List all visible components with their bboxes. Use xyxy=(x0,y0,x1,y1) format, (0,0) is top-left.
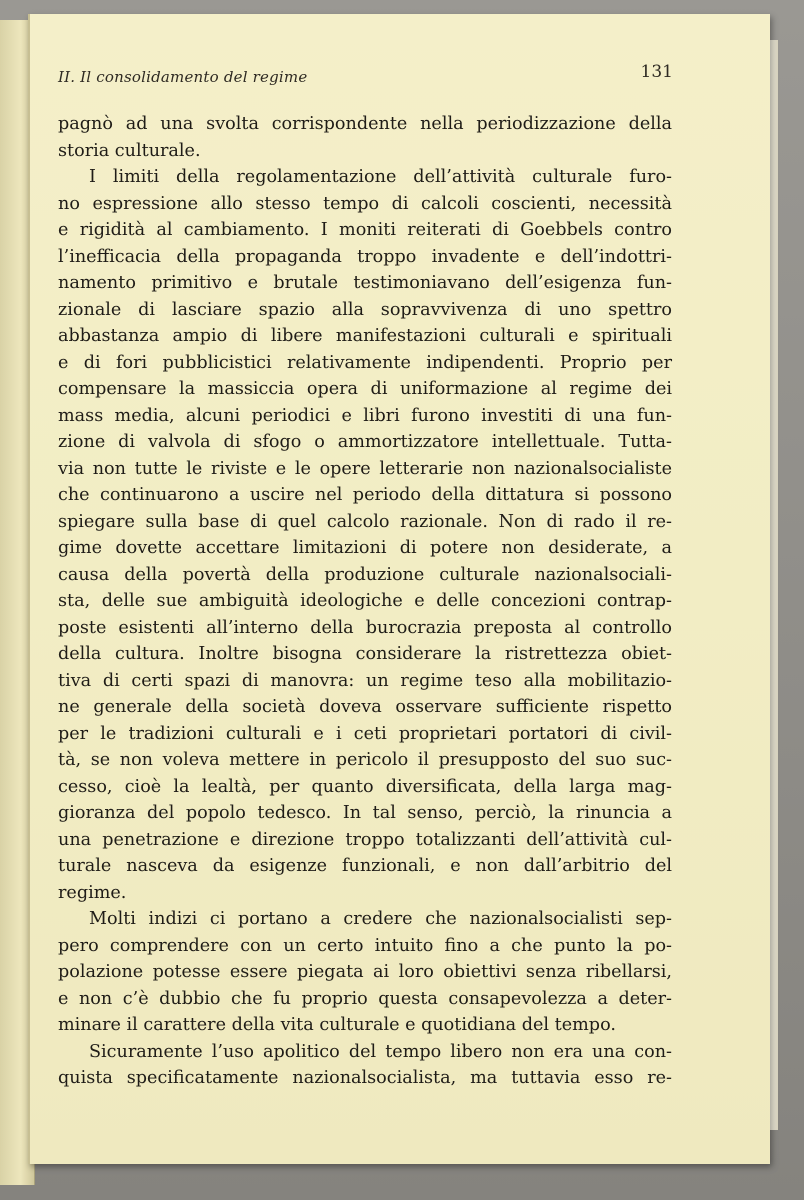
text-line: sta, delle sue ambiguità ideologiche e delle concezioni contrap- xyxy=(58,591,672,611)
text-line: I limiti della regolamentazione dell’attività culturale furo- xyxy=(89,167,672,187)
text-line: tiva di certi spazi di manovra: un regime teso alla mobilitazio- xyxy=(58,670,672,691)
text-line: Sicuramente l’uso apolitico del tempo libero non era una con- xyxy=(89,1041,672,1062)
text-line: e non c’è dubbio che fu proprio questa consapevolezza a deter- xyxy=(58,988,672,1009)
text-line: e rigidità al cambiamento. I moniti reiterati di Goebbels contro xyxy=(58,220,672,240)
text-line: storia culturale. xyxy=(58,140,201,161)
text-line: gime dovette accettare limitazioni di potere non desiderate, a xyxy=(58,538,672,558)
text-line: zionale di lasciare spazio alla sopravvivenza di uno spettro xyxy=(58,299,672,320)
text-line: pero comprendere con un certo intuito fino a che punto la po- xyxy=(58,935,672,956)
text-line: causa della povertà della produzione culturale nazionalsociali- xyxy=(58,564,672,585)
text-line: della cultura. Inoltre bisogna considerare la ristrettezza obiet- xyxy=(58,644,672,664)
text-line: quista specificatamente nazionalsocialista, ma tuttavia esso re- xyxy=(58,1068,672,1088)
text-line: zione di valvola di sfogo o ammortizzatore intellettuale. Tutta- xyxy=(58,432,672,452)
text-line: ne generale della società doveva osservare sufficiente rispetto xyxy=(58,697,672,717)
text-line: tà, se non voleva mettere in pericolo il presupposto del suo suc- xyxy=(58,750,672,770)
text-line: minare il carattere della vita culturale e quotidiana del tempo. xyxy=(58,1015,616,1035)
text-line: compensare la massiccia opera di uniformazione al regime dei xyxy=(58,379,672,399)
text-line: l’inefficacia della propaganda troppo invadente e dell’indottri- xyxy=(58,246,672,267)
text-line: abbastanza ampio di libere manifestazioni culturali e spirituali xyxy=(58,326,672,346)
text-line: cesso, cioè la lealtà, per quanto diversificata, della larga mag- xyxy=(58,776,672,797)
text-line: pagnò ad una svolta corrispondente nella periodizzazione della xyxy=(58,114,672,134)
text-line: spiegare sulla base di quel calcolo razionale. Non di rado il re- xyxy=(58,511,672,532)
text-line: via non tutte le riviste e le opere letterarie non nazionalsocialiste xyxy=(58,458,672,479)
text-line: e di fori pubblicistici relativamente indipendenti. Proprio per xyxy=(58,352,672,373)
text-line: namento primitivo e brutale testimoniavano dell’esigenza fun- xyxy=(58,273,672,293)
text-line: Molti indizi ci portano a credere che nazionalsocialisti sep- xyxy=(89,909,672,929)
text-line: poste esistenti all’interno della burocrazia preposta al controllo xyxy=(58,617,672,638)
text-line: che continuarono a uscire nel periodo della dittatura si possono xyxy=(58,485,672,505)
text-line: regime. xyxy=(58,882,127,903)
text-line: per le tradizioni culturali e i ceti proprietari portatori di civil- xyxy=(58,723,672,744)
text-line: no espressione allo stesso tempo di calcoli coscienti, necessità xyxy=(58,193,672,214)
text-line: mass media, alcuni periodici e libri furono investiti di una fun- xyxy=(58,405,672,426)
text-line: turale nasceva da esigenze funzionali, e non dall’arbitrio del xyxy=(58,856,672,876)
body-text xyxy=(58,111,672,1092)
text-line: gioranza del popolo tedesco. In tal senso, perciò, la rinuncia a xyxy=(58,803,672,823)
page-header xyxy=(58,62,673,92)
running-head: II. Il consolidamento del regime xyxy=(58,68,308,86)
text-line: polazione potesse essere piegata ai loro obiettivi senza ribellarsi, xyxy=(58,962,672,982)
text-line: una penetrazione e direzione troppo totalizzanti dell’attività cul- xyxy=(58,829,672,850)
page-number: 131 xyxy=(640,62,673,82)
